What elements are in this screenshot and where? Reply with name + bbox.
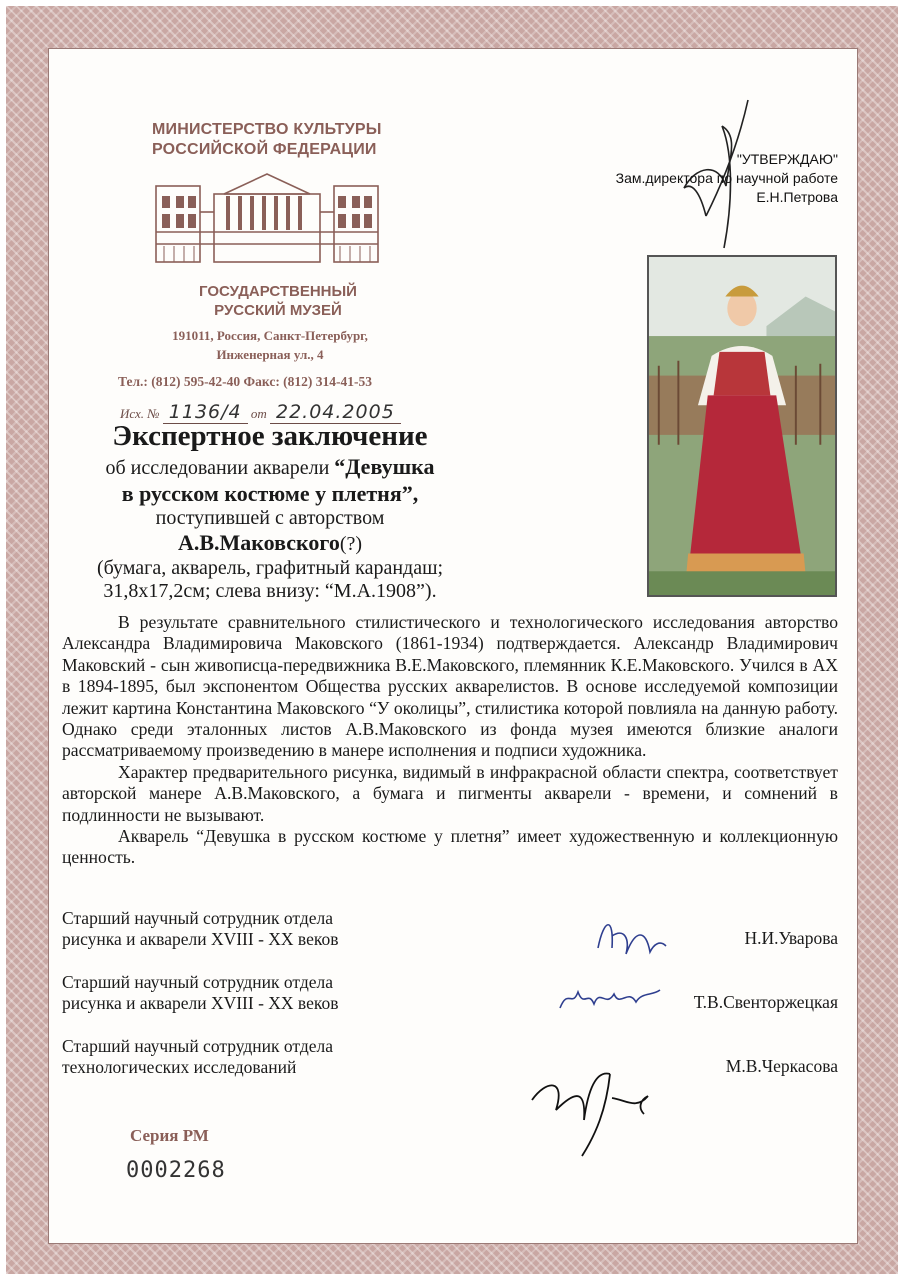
signatory-position-line-1: Старший научный сотрудник отдела <box>62 908 333 928</box>
approval-name: Е.Н.Петрова <box>756 189 838 205</box>
signatory-position <box>62 1036 422 1078</box>
signature-cherkasova <box>526 1050 666 1160</box>
title-line-3: поступившей с авторством <box>155 507 385 529</box>
signatory-row-3 <box>62 1036 838 1080</box>
title-line-1-plain: об исследовании акварели <box>105 457 335 479</box>
series-label: Серия РМ <box>130 1126 209 1145</box>
approval-label: "УТВЕРЖДАЮ" <box>736 151 838 167</box>
signatory-position-line-2: рисунка и акварели XVIII - XX веков <box>62 993 339 1013</box>
artist-name-tail: (?) <box>339 533 363 555</box>
signatory-name: Т.В.Свенторжецкая <box>693 992 838 1012</box>
reference-prefix: Исх. № <box>120 406 160 421</box>
title-line-1-bold: “Девушка <box>334 454 435 479</box>
museum-name <box>178 282 378 320</box>
body-paragraph-3: Акварель “Девушка в русском костюме у плетня” имеет художественную и коллекционную ценность. <box>62 826 838 868</box>
title-line-1 <box>60 454 480 481</box>
reference-date-prefix: от <box>250 406 267 421</box>
signatory-position <box>62 908 422 950</box>
museum-name-line-1: ГОСУДАРСТВЕННЫЙ <box>199 283 357 300</box>
museum-name-line-2: РУССКИЙ МУЗЕЙ <box>214 302 342 319</box>
reference-date: 22.04.2005 <box>270 401 401 424</box>
signatory-position-line-1: Старший научный сотрудник отдела <box>62 972 333 992</box>
signatory-name: М.В.Черкасова <box>725 1056 838 1076</box>
signatory-row-2 <box>62 972 838 1016</box>
watercolor-painting <box>647 255 837 597</box>
approval-position: Зам.директора по научной работе <box>615 170 838 186</box>
body-paragraph-1: В результате сравнительного стилистического и технологического исследования авторство Александра Владимировича Маковского (1861-1934) подтверждается. Александр Владимирович Маковский - сын живописца-передвижника В.Е.Маковского, племянник К.Е.Маковского. Учился в АХ в 1894-1895, был экспонентом Общества русских акварелистов. В основе исследуемой композиции лежит картина Константина Маковского “У околицы”, стилистика которой повлияла на данную работу. Однако среди эталонных листов А.В.Маковского из фонда музея имеются близкие аналоги рассматриваемому произведению в манере исполнения и подписи художника. <box>62 612 838 761</box>
signatory-position-line-1: Старший научный сотрудник отдела <box>62 1036 333 1056</box>
artist-name: А.В.Маковского <box>177 530 340 555</box>
museum-address <box>150 326 390 364</box>
signature-uvarova <box>590 908 670 968</box>
ministry-line-2: РОССИЙСКОЙ ФЕДЕРАЦИИ <box>152 141 377 158</box>
signatory-position-line-2: рисунка и акварели XVIII - XX веков <box>62 929 339 949</box>
signature-sventorzhetskaya <box>556 978 666 1018</box>
title-line-2: в русском костюме у плетня”, <box>121 481 419 506</box>
approval-block <box>578 150 838 207</box>
address-line-1: 191011, Россия, Санкт-Петербург, <box>172 328 368 343</box>
title-line-4 <box>60 530 480 557</box>
signatory-position-line-2: технологических исследований <box>62 1057 297 1077</box>
museum-building-icon <box>154 172 380 264</box>
title-line-6: 31,8х17,2см; слева внизу: “М.А.1908”). <box>103 580 437 602</box>
signatory-row-1 <box>62 908 838 952</box>
title-line-5: (бумага, акварель, графитный карандаш; <box>96 557 444 579</box>
reference-number: 1136/4 <box>163 401 248 424</box>
document-title: Экспертное заключение <box>112 420 428 452</box>
conclusion-body <box>62 612 838 869</box>
museum-phones: Тел.: (812) 595-42-40 Факс: (812) 314-41-53 <box>118 374 373 389</box>
signatory-position <box>62 972 422 1014</box>
ministry-header <box>152 120 392 160</box>
conclusion-title-block <box>60 418 480 603</box>
address-line-2: Инженерная ул., 4 <box>216 347 324 362</box>
serial-number: 0002268 <box>126 1158 226 1183</box>
body-paragraph-2: Характер предварительного рисунка, видимый в инфракрасной области спектра, соответствует авторской манере А.В.Маковского, а бумага и пигменты акварели - времени, и сомнений в подлинности не вызывают. <box>62 761 838 825</box>
ministry-line-1: МИНИСТЕРСТВО КУЛЬТУРЫ <box>152 121 382 138</box>
signatory-name: Н.И.Уварова <box>744 928 838 948</box>
